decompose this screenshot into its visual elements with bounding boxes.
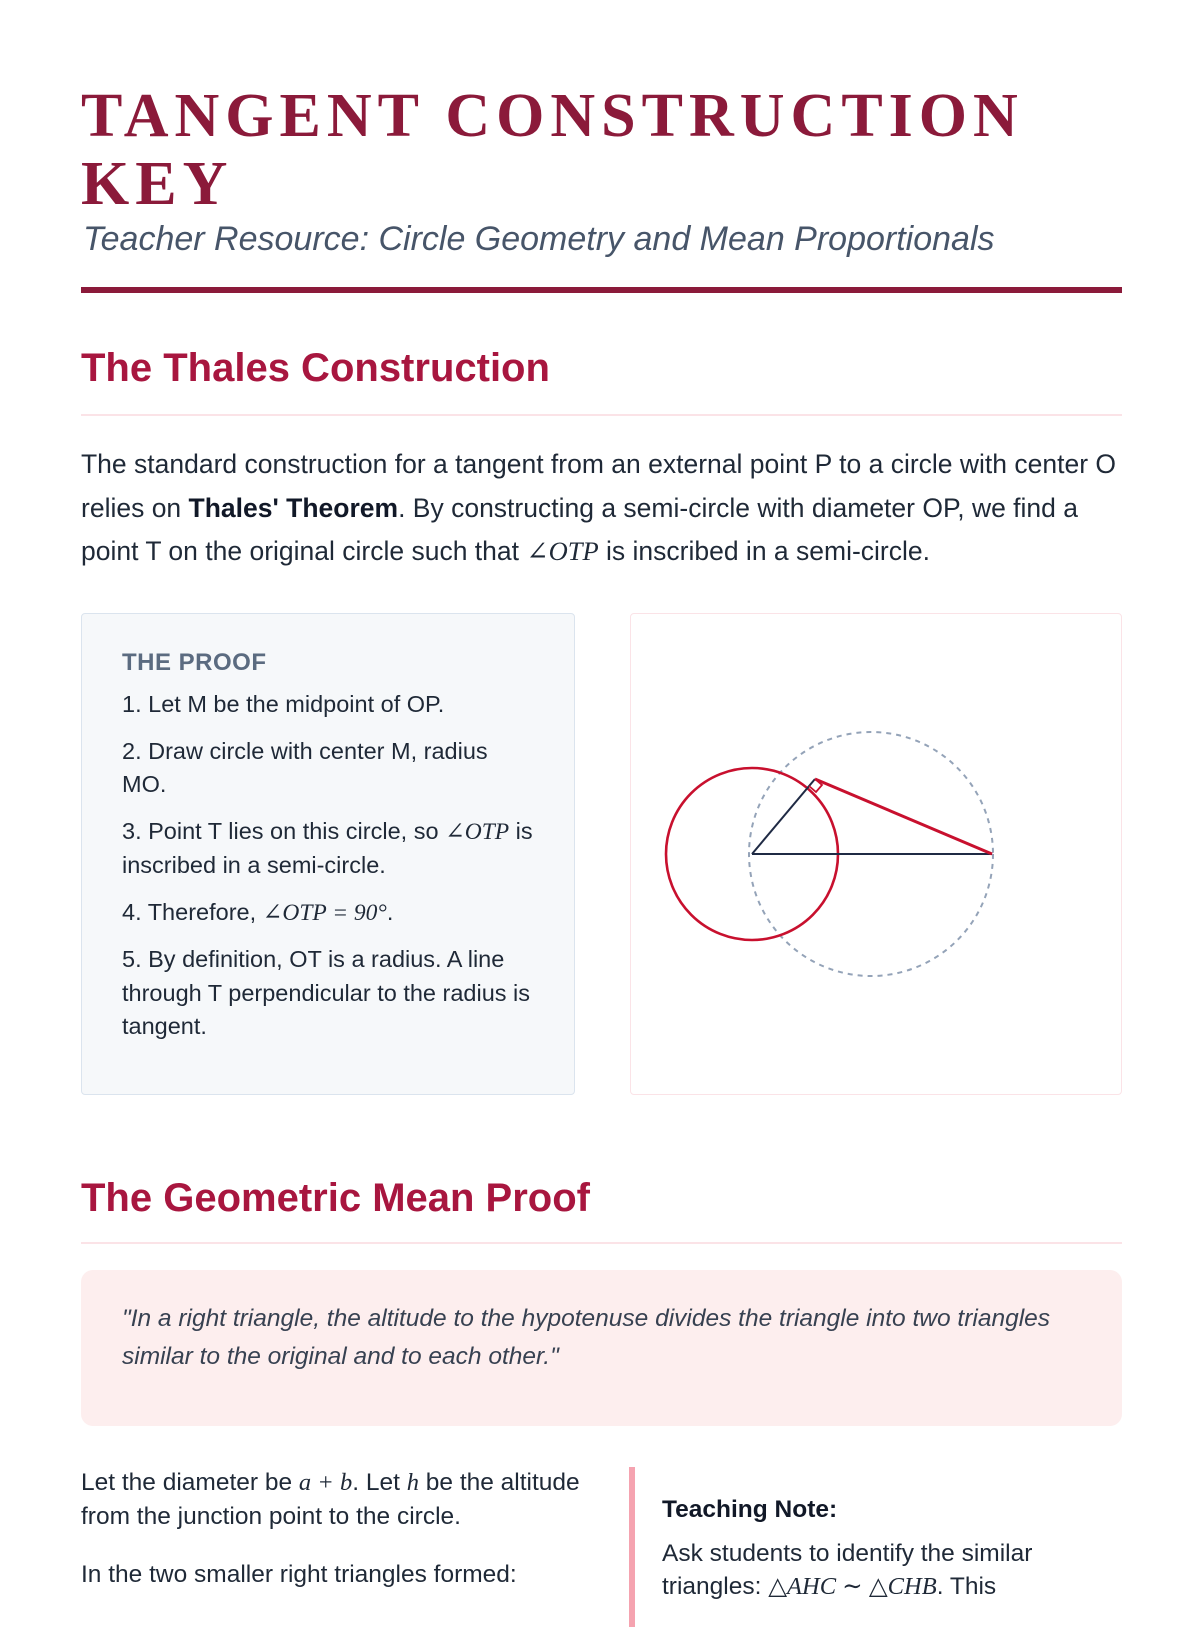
teaching-note-title: Teaching Note: bbox=[662, 1496, 838, 1523]
angle-otp-math: ∠OTP bbox=[526, 536, 599, 566]
teaching-note bbox=[629, 1467, 1122, 1627]
proof-label: THE PROOF bbox=[122, 649, 267, 676]
proof-step-3 bbox=[122, 815, 534, 883]
proof-step-4 bbox=[122, 896, 534, 931]
proof-step-4-text: 4. Therefore, bbox=[122, 898, 263, 925]
page-subtitle: Teacher Resource: Circle Geometry and Mean Proportionals bbox=[83, 220, 995, 258]
section-divider-geometric-mean bbox=[81, 1242, 1122, 1244]
section-heading-thales: The Thales Construction bbox=[81, 346, 550, 390]
diameter-math: a + b bbox=[298, 1469, 353, 1496]
similar-triangles-math: △AHC ∼ △CHB bbox=[768, 1573, 937, 1600]
triangles-paragraph: In the two smaller right triangles formed: bbox=[81, 1561, 517, 1588]
diameter-paragraph bbox=[81, 1466, 581, 1533]
page-title: TANGENT CONSTRUCTION KEY bbox=[81, 82, 1024, 218]
construction-diagram bbox=[630, 613, 1122, 1095]
theorem-quote: "In a right triangle, the altitude to the hypotenuse divides the triangle into two triangles similar to the original and to each other." bbox=[122, 1305, 1051, 1370]
intro-text-3: is inscribed in a semi-circle. bbox=[598, 536, 930, 566]
title-divider bbox=[81, 287, 1122, 293]
proof-step-3-end: is inscribed in a semi-circle. bbox=[122, 817, 533, 878]
proof-steps bbox=[122, 688, 534, 1044]
section-heading-geometric-mean: The Geometric Mean Proof bbox=[81, 1176, 590, 1220]
teaching-note-body bbox=[662, 1537, 1122, 1604]
intro-text-1: The standard construction for a tangent from an external point P to a circle with center O relies on bbox=[81, 449, 1117, 523]
proof-step-3-math: ∠OTP bbox=[445, 818, 510, 845]
proof-box bbox=[81, 613, 575, 1095]
note-text-a: Ask students to identify the similar triangles: bbox=[662, 1539, 1033, 1600]
proof-step-2: 2. Draw circle with center M, radius MO. bbox=[122, 737, 488, 797]
section-divider-thales bbox=[81, 414, 1122, 416]
geometric-mean-explanation bbox=[81, 1466, 581, 1617]
tangent-line-tp bbox=[815, 779, 992, 854]
thales-theorem-term: Thales' Theorem bbox=[188, 492, 399, 523]
intro-text-2: . By constructing a semi-circle with diameter OP, we find a point T on the original circle such that bbox=[81, 492, 1079, 566]
radius-ot bbox=[752, 779, 815, 854]
proof-step-5: 5. By definition, OT is a radius. A line through T perpendicular to the radius is tangent. bbox=[122, 946, 531, 1039]
para1-text-c: be the altitude from the junction point to the circle. bbox=[81, 1469, 580, 1530]
theorem-quote-box bbox=[81, 1270, 1122, 1426]
note-text-b: . This bbox=[936, 1573, 997, 1600]
para1-text-b: . Let bbox=[352, 1469, 407, 1496]
construction-svg bbox=[631, 614, 1123, 1096]
para1-text-a: Let the diameter be bbox=[81, 1469, 299, 1496]
thales-intro-paragraph bbox=[81, 443, 1122, 574]
proof-step-4-math: ∠OTP = 90° bbox=[262, 899, 387, 926]
proof-step-4-end: . bbox=[386, 898, 394, 925]
altitude-math: h bbox=[406, 1469, 419, 1496]
proof-step-3-text: 3. Point T lies on this circle, so bbox=[122, 817, 446, 844]
proof-step-1: 1. Let M be the midpoint of OP. bbox=[122, 691, 445, 717]
